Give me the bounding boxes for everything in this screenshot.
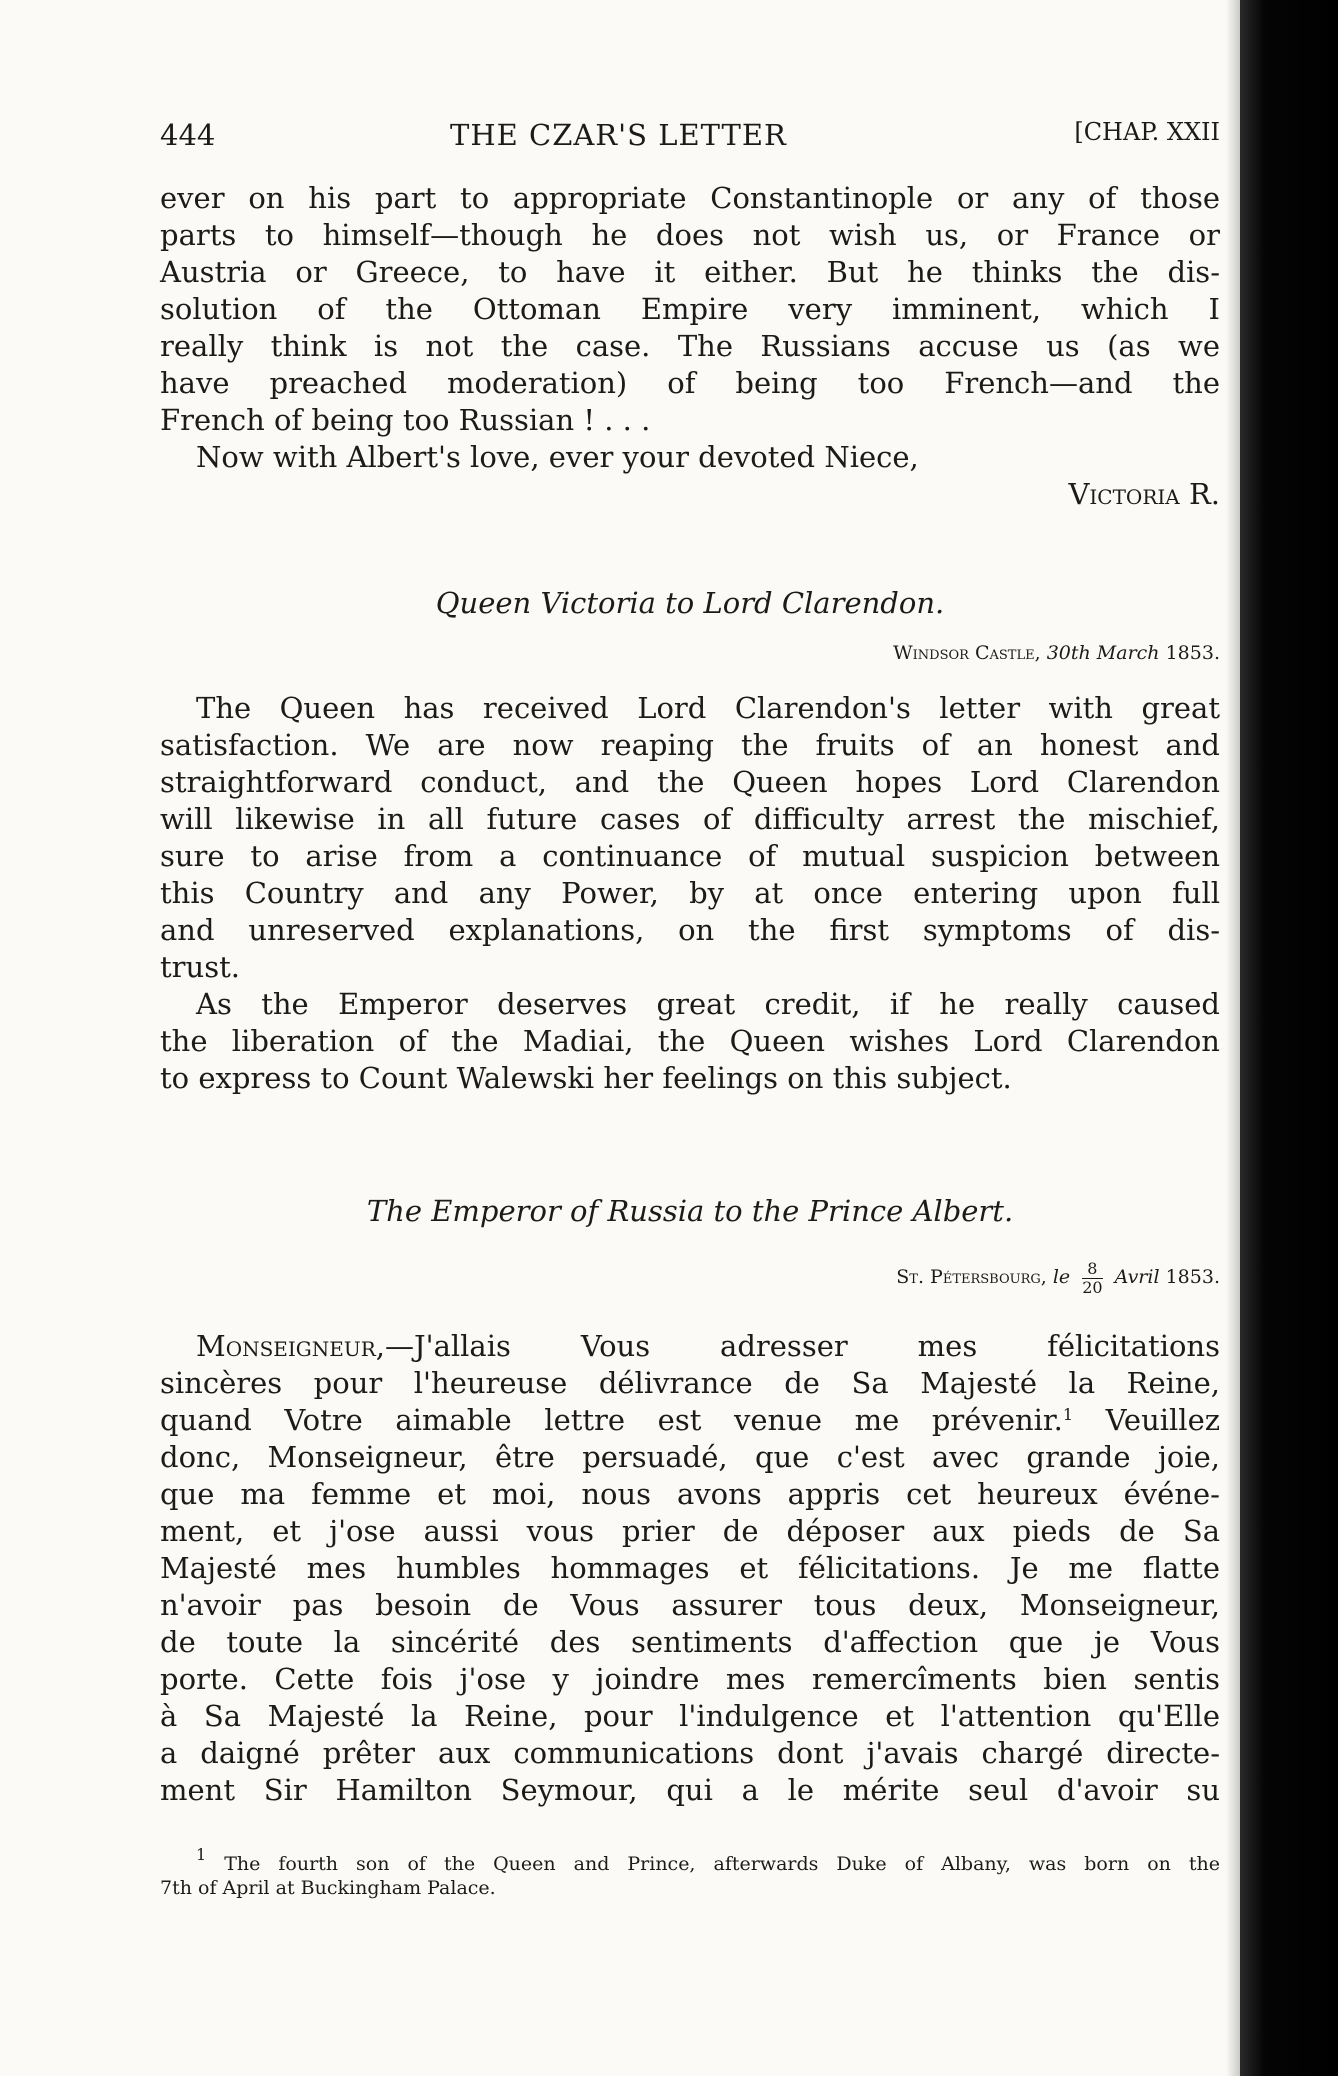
dateline-month: Avril bbox=[1114, 1266, 1160, 1288]
text-line: solution of the Ottoman Empire very imminent, which I bbox=[160, 292, 1220, 326]
text-line bbox=[160, 1402, 1220, 1439]
text-line: sure to arise from a continuance of mutual suspicion between bbox=[160, 839, 1220, 873]
text-line: to express to Count Walewski her feelings on this subject. bbox=[160, 1061, 1012, 1095]
letter-heading: The Emperor of Russia to the Prince Albert. bbox=[366, 1194, 1014, 1228]
text-line: de toute la sincérité des sentiments d'affection que je Vous bbox=[160, 1625, 1220, 1659]
footnote-text: The fourth son of the Queen and Prince, afterwards Duke of Albany, was born on the bbox=[224, 1853, 1220, 1875]
page-number: 444 bbox=[160, 118, 216, 152]
closing-line: Now with Albert's love, ever your devoted Niece, bbox=[196, 440, 919, 474]
text-line: and unreserved explanations, on the first symptoms of dis- bbox=[160, 913, 1220, 947]
signature: Victoria R. bbox=[1068, 477, 1220, 511]
text-line: really think is not the case. The Russians accuse us (as we bbox=[160, 329, 1220, 363]
text-line: porte. Cette fois j'ose y joindre mes remercîments bien sentis bbox=[160, 1662, 1220, 1696]
dateline-place: Windsor Castle, bbox=[893, 642, 1041, 664]
salutation: Monseigneur, bbox=[196, 1329, 385, 1363]
date-fraction bbox=[1082, 1260, 1102, 1297]
dateline-date: 30th March bbox=[1046, 642, 1160, 664]
date-denominator: 20 bbox=[1082, 1277, 1103, 1297]
text-line: trust. bbox=[160, 950, 240, 984]
text-line: n'avoir pas besoin de Vous assurer tous deux, Monseigneur, bbox=[160, 1588, 1220, 1622]
footnote-line: 7th of April at Buckingham Palace. bbox=[160, 1877, 496, 1899]
line-continuation: Veuillez bbox=[1105, 1403, 1221, 1437]
text-line bbox=[196, 1328, 1220, 1365]
chapter-label: [CHAP. XXII bbox=[1074, 118, 1220, 146]
first-line-rest: —J'allais Vous adresser mes félicitations bbox=[385, 1329, 1220, 1363]
dateline-year: 1853. bbox=[1165, 1266, 1220, 1288]
dateline-year: 1853. bbox=[1165, 642, 1220, 664]
text-line: will likewise in all future cases of difficulty arrest the mischief, bbox=[160, 802, 1220, 836]
text-line: donc, Monseigneur, être persuadé, que c'est avec grande joie, bbox=[160, 1440, 1220, 1474]
text-line: this Country and any Power, by at once entering upon full bbox=[160, 876, 1220, 910]
text-line: à Sa Majesté la Reine, pour l'indulgence et l'attention qu'Elle bbox=[160, 1699, 1220, 1733]
running-title: THE CZAR'S LETTER bbox=[450, 118, 787, 152]
dateline-place: St. Pétersbourg, bbox=[896, 1266, 1047, 1288]
text-line: ment, et j'ose aussi vous prier de déposer aux pieds de Sa bbox=[160, 1514, 1220, 1548]
text-line: French of being too Russian ! . . . bbox=[160, 403, 651, 437]
letter-heading: Queen Victoria to Lord Clarendon. bbox=[435, 586, 945, 620]
text-line: satisfaction. We are now reaping the fruits of an honest and bbox=[160, 728, 1220, 762]
line-text: quand Votre aimable lettre est venue me prévenir. bbox=[160, 1403, 1063, 1437]
text-line: ment Sir Hamilton Seymour, qui a le mérite seul d'avoir su bbox=[160, 1773, 1220, 1807]
text-line: ever on his part to appropriate Constantinople or any of those bbox=[160, 181, 1220, 215]
date-numerator: 8 bbox=[1082, 1260, 1102, 1279]
binding-shadow bbox=[1240, 0, 1338, 2076]
dateline bbox=[160, 1247, 1220, 1307]
footnote-ref: 1 bbox=[1062, 1405, 1074, 1424]
text-line: straightforward conduct, and the Queen hopes Lord Clarendon bbox=[160, 765, 1220, 799]
text-line: a daigné prêter aux communications dont j'avais chargé directe- bbox=[160, 1736, 1220, 1770]
text-line: The Queen has received Lord Clarendon's letter with great bbox=[196, 691, 1220, 725]
footnote-marker: 1 bbox=[196, 1845, 207, 1864]
text-line: parts to himself—though he does not wish us, or France or bbox=[160, 218, 1220, 252]
text-line: que ma femme et moi, nous avons appris cet heureux événe- bbox=[160, 1477, 1220, 1511]
dateline-le: le bbox=[1052, 1266, 1071, 1288]
text-line: the liberation of the Madiai, the Queen wishes Lord Clarendon bbox=[160, 1024, 1220, 1058]
running-header bbox=[160, 118, 1220, 158]
text-line: sincères pour l'heureuse délivrance de Sa Majesté la Reine, bbox=[160, 1366, 1220, 1400]
text-line: Austria or Greece, to have it either. But he thinks the dis- bbox=[160, 255, 1220, 289]
text-line: As the Emperor deserves great credit, if he really caused bbox=[196, 987, 1220, 1021]
dateline bbox=[160, 635, 1220, 672]
text-line: have preached moderation) of being too French—and the bbox=[160, 366, 1220, 400]
footnote-line bbox=[196, 1845, 1220, 1876]
text-line: Majesté mes humbles hommages et félicitations. Je me flatte bbox=[160, 1551, 1220, 1585]
